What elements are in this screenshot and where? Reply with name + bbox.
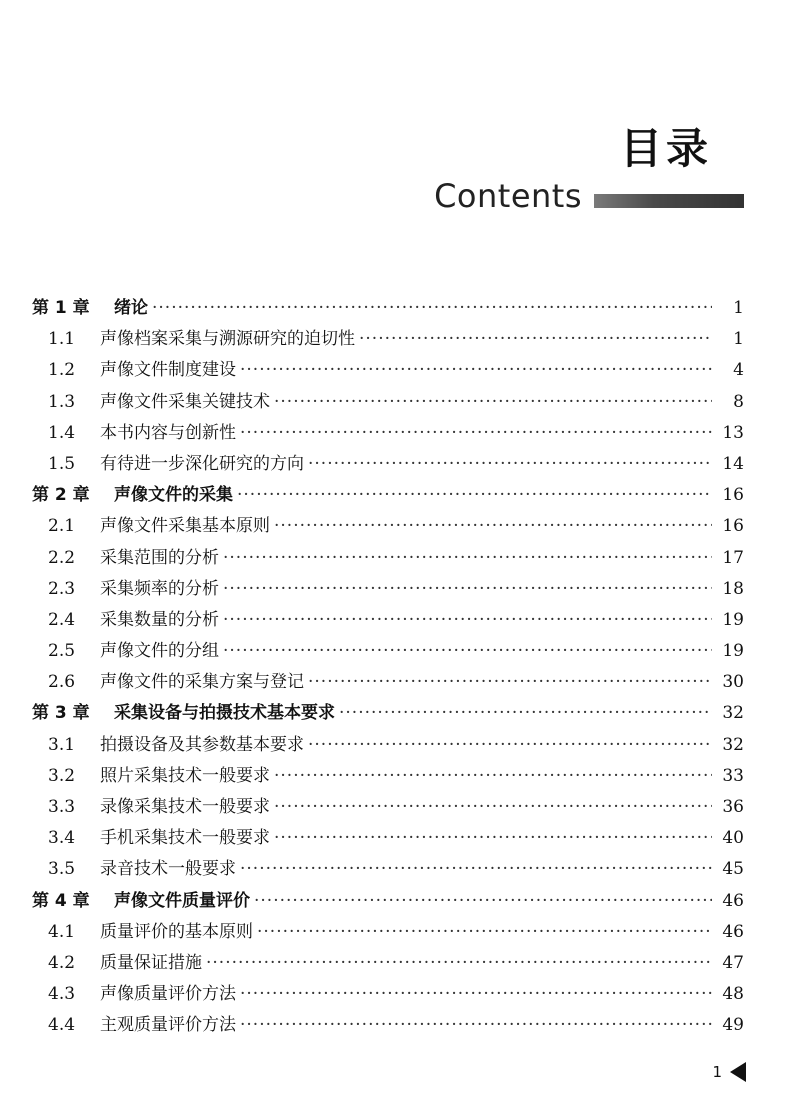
toc-entry-page: 13 [722,422,744,443]
toc-entry-page: 1 [733,298,744,318]
toc-section-entry[interactable] [32,605,744,636]
toc-section-entry[interactable] [32,543,744,574]
toc-entry-page: 32 [722,734,744,755]
toc-section-entry[interactable] [32,948,744,979]
toc-entry-page: 47 [722,952,744,973]
toc-entry-number: 1.2 [48,360,76,381]
toc-entry-title: 质量保证措施 [100,952,202,973]
dot-leader [308,730,712,761]
toc-entry-number: 2.4 [48,609,76,630]
toc-entry-title: 声像档案采集与溯源研究的迫切性 [100,329,355,350]
toc-section-entry[interactable] [32,667,744,698]
toc-entry-number: 2.1 [48,516,76,537]
dot-leader [308,449,712,480]
dot-leader [359,324,712,355]
dot-leader [257,917,712,948]
dot-leader [223,543,712,574]
toc-chapter-entry[interactable] [32,886,744,917]
toc-entry-page: 8 [733,391,744,412]
toc-entry-page: 48 [722,984,744,1005]
toc-section-entry[interactable] [32,761,744,792]
toc-chapter-entry[interactable] [32,698,744,729]
toc-section-entry[interactable] [32,730,744,761]
dot-leader [206,948,712,979]
toc-entry-page: 46 [722,890,744,911]
toc-section-entry[interactable] [32,823,744,854]
dot-leader [240,854,712,885]
toc-entry-number: 1.4 [48,422,76,443]
dot-leader [223,574,712,605]
toc-entry-page: 49 [722,1015,744,1036]
toc-section-entry[interactable] [32,355,744,386]
toc-entry-page: 19 [722,609,744,630]
page-title-chinese: 目录 [619,124,712,173]
toc-entry-title: 采集频率的分析 [100,578,219,599]
toc-section-entry[interactable] [32,449,744,480]
toc-entry-title: 绪论 [114,298,148,318]
toc-entry-number: 3.4 [48,828,76,849]
toc-entry-page: 17 [722,547,744,568]
toc-entry-title: 本书内容与创新性 [100,422,236,443]
toc-section-entry[interactable] [32,979,744,1010]
toc-entry-page: 4 [733,360,744,381]
toc-entry-number: 1.3 [48,391,76,412]
toc-entry-page: 16 [722,485,744,506]
toc-section-entry[interactable] [32,418,744,449]
toc-section-entry[interactable] [32,854,744,885]
toc-entry-title: 采集范围的分析 [100,547,219,568]
toc-entry-page: 32 [722,703,744,724]
toc-section-entry[interactable] [32,574,744,605]
toc-entry-number: 4.4 [48,1015,76,1036]
toc-entry-title: 声像文件采集关键技术 [100,391,270,412]
toc-entry-title: 声像文件的采集 [114,485,233,506]
toc-entry-title: 质量评价的基本原则 [100,921,253,942]
dot-leader [274,387,712,418]
page-title-english-row [434,177,744,215]
toc-entry-title: 声像文件质量评价 [114,890,250,911]
toc-entry-page: 40 [722,828,744,849]
toc-entry-number: 1.1 [48,329,76,350]
table-of-contents [32,293,744,1042]
toc-entry-title: 录音技术一般要求 [100,859,236,880]
toc-entry-title: 采集数量的分析 [100,609,219,630]
toc-entry-number: 第 3 章 [32,703,90,724]
toc-entry-number: 3.3 [48,797,76,817]
toc-entry-number: 第 1 章 [32,298,90,318]
dot-leader [223,636,712,667]
toc-entry-page: 18 [722,578,744,599]
toc-entry-title: 声像文件采集基本原则 [100,516,270,537]
toc-entry-page: 33 [722,765,744,786]
page-title-english: Contents [434,177,582,215]
dot-leader [223,605,712,636]
dot-leader [308,667,712,698]
toc-entry-page: 45 [722,859,744,880]
toc-entry-page: 19 [722,641,744,662]
toc-entry-title: 声像文件制度建设 [100,360,236,381]
toc-section-entry[interactable] [32,511,744,542]
dot-leader [254,886,712,917]
dot-leader [240,979,712,1010]
toc-section-entry[interactable] [32,917,744,948]
toc-entry-title: 采集设备与拍摄技术基本要求 [114,703,335,724]
title-decoration-bar [594,194,744,208]
toc-entry-number: 4.2 [48,952,76,973]
toc-entry-title: 录像采集技术一般要求 [100,797,270,817]
toc-entry-number: 3.5 [48,859,76,880]
dot-leader [240,1010,712,1041]
toc-entry-page: 30 [722,672,744,693]
toc-entry-page: 14 [722,453,744,474]
toc-entry-title: 有待进一步深化研究的方向 [100,453,304,474]
toc-entry-title: 手机采集技术一般要求 [100,828,270,849]
dot-leader [274,823,712,854]
toc-entry-number: 1.5 [48,453,76,474]
toc-entry-page: 16 [722,516,744,537]
toc-entry-number: 2.3 [48,578,76,599]
dot-leader [339,698,712,729]
toc-chapter-entry[interactable] [32,293,744,324]
dot-leader [274,511,712,542]
toc-entry-number: 4.1 [48,921,76,942]
toc-entry-title: 声像质量评价方法 [100,984,236,1005]
dot-leader [240,418,712,449]
toc-entry-title: 主观质量评价方法 [100,1015,236,1036]
toc-section-entry[interactable] [32,792,744,823]
toc-entry-page: 36 [722,797,744,817]
toc-section-entry[interactable] [32,636,744,667]
toc-entry-number: 4.3 [48,984,76,1005]
toc-entry-number: 第 4 章 [32,890,90,911]
dot-leader [240,355,712,386]
toc-entry-number: 2.2 [48,547,76,568]
dot-leader [274,761,712,792]
left-triangle-icon [730,1062,746,1082]
toc-entry-number: 第 2 章 [32,485,90,506]
toc-entry-page: 46 [722,921,744,942]
dot-leader [152,293,712,324]
toc-entry-title: 声像文件的采集方案与登记 [100,672,304,693]
toc-entry-number: 2.5 [48,641,76,662]
toc-entry-title: 声像文件的分组 [100,641,219,662]
toc-entry-title: 拍摄设备及其参数基本要求 [100,734,304,755]
dot-leader [274,792,712,823]
toc-entry-number: 2.6 [48,672,76,693]
dot-leader [237,480,712,511]
toc-entry-number: 3.2 [48,765,76,786]
page-footer [712,1062,746,1082]
toc-entry-page: 1 [733,329,744,350]
toc-entry-title: 照片采集技术一般要求 [100,765,270,786]
toc-entry-number: 3.1 [48,734,76,755]
toc-section-entry[interactable] [32,324,744,355]
page-number: 1 [712,1063,722,1081]
toc-chapter-entry[interactable] [32,480,744,511]
toc-section-entry[interactable] [32,387,744,418]
toc-section-entry[interactable] [32,1010,744,1041]
